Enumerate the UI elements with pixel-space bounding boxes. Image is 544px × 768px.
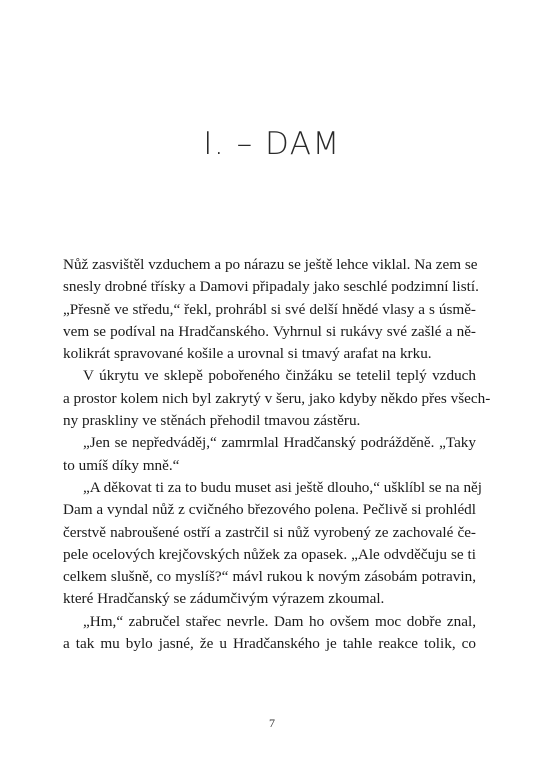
- text-line: a tak mu bylo jasné, že u Hradčanského je tahle reakce tolik, co: [63, 635, 476, 653]
- text-line: „Jen se nepředváděj,“ zamrmlal Hradčanský podrážděně. „Taky: [83, 434, 476, 452]
- text-line: „Hm,“ zabručel stařec nevrle. Dam ho ovšem moc dobře znal,: [83, 612, 476, 630]
- text-line: a prostor kolem nich byl zakrytý v šeru, jako kdyby někdo přes všech-: [63, 389, 491, 407]
- chapter-title: I. – DAM: [203, 126, 341, 162]
- text-line: pele ocelových krejčovských nůžek za opasek. „Ale odvděčuju se ti: [63, 545, 476, 563]
- text-line: čerstvě nabroušené ostří a zastrčil si nůž vyrobený ze zachovalé če-: [63, 523, 476, 541]
- text-line: které Hradčanský se zádumčivým výrazem zkoumal.: [63, 590, 385, 608]
- page-number: 7: [269, 716, 275, 730]
- text-line: Nůž zasvištěl vzduchem a po nárazu se ještě lehce viklal. Na zem se: [63, 256, 478, 273]
- text-line: celkem slušně, co myslíš?“ mávl rukou k novým zásobám potravin,: [63, 568, 476, 586]
- text-line: ny praskliny ve stěnách přehodil tmavou zástěru.: [63, 412, 361, 430]
- text-line: snesly drobné třísky a Damovi připadaly jako seschlé podzimní listí.: [63, 278, 479, 296]
- text-line: „Přesně ve středu,“ řekl, prohrábl si své delší hnědé vlasy a s úsmě-: [63, 300, 476, 318]
- body-text: [63, 254, 491, 655]
- text-line: V úkrytu ve sklepě pobořeného činžáku se tetelil teplý vzduch: [83, 367, 476, 385]
- text-line: to umíš díky mně.“: [63, 456, 180, 474]
- text-line: „A děkovat ti za to budu muset asi ještě dlouho,“ ušklíbl se na něj: [83, 478, 483, 496]
- text-line: vem se podíval na Hradčanského. Vyhrnul si rukávy své zašlé a ně-: [63, 322, 476, 340]
- text-line: kolikrát spravované košile a urovnal si tmavý arafat na krku.: [63, 345, 432, 363]
- text-line: Dam a vyndal nůž z cvičného březového polena. Pečlivě si prohlédl: [63, 501, 476, 519]
